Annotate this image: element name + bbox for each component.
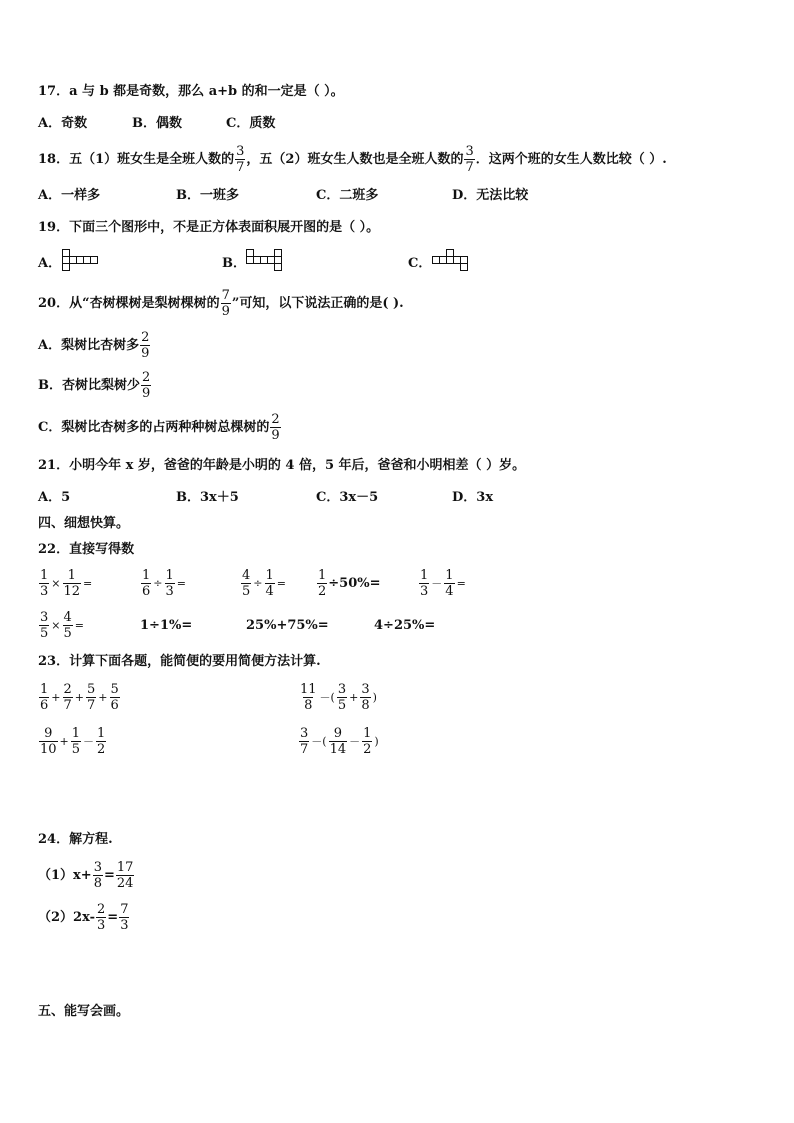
q18-option-c: C．二班多 <box>316 188 379 203</box>
q17-text: 17．a 与 b 都是奇数，那么 a+b 的和一定是（ ）。 <box>38 84 344 99</box>
q18-pre: 18．五（1）班女生是全班人数的 <box>38 152 235 167</box>
q18-post: ．这两个班的女生人数比较（ ）. <box>475 152 667 167</box>
q19-option-b: B． <box>222 256 246 271</box>
q21-option-d: D．3x <box>452 490 494 505</box>
q18-option-b: B．一班多 <box>176 188 239 203</box>
q23-expression-2: $\frac{9}{10}$ + $\frac{1}{5}$ － $\frac{1}{2}$ <box>40 726 106 757</box>
q20-text <box>38 286 404 322</box>
q23-title: 23．计算下面各题，能简便的要用简便方法计算. <box>38 654 321 669</box>
q20-option-a: A．梨树比杏树多 $\frac{2}{9}$ <box>38 330 150 361</box>
q23-expression-4: $\frac{3}{7}$ －( $\frac{9}{14}$ － $\frac{1}{2}$ ) <box>300 726 379 757</box>
fraction: $\frac{3}{7}$ <box>465 144 474 175</box>
q19-option-a: A． <box>38 256 62 271</box>
q18-mid: ，五（2）班女生人数也是全班人数的 <box>246 152 464 167</box>
q22-item-6: $\frac{3}{5}$ × $\frac{4}{5}$ = <box>40 610 84 641</box>
q22-item-7: 1÷1%= <box>140 618 193 633</box>
q22-item-8: 25%+75%= <box>246 618 329 633</box>
q22-item-9: 4÷25%= <box>374 618 436 633</box>
q22-item-2: $\frac{1}{6}$ ÷ $\frac{1}{3}$ = <box>142 568 186 599</box>
q24-equation-1: （1）x+ $\frac{3}{8}$ = $\frac{17}{24}$ <box>38 860 134 891</box>
q22-item-4: $\frac{1}{2}$ ÷50%= <box>318 568 381 599</box>
q21-option-c: C．3x－5 <box>316 490 379 505</box>
q24-equation-2: （2）2x- $\frac{2}{3}$ = $\frac{7}{3}$ <box>38 902 129 933</box>
q22-item-3: $\frac{4}{5}$ ÷ $\frac{1}{4}$ = <box>242 568 286 599</box>
q22-item-5: $\frac{1}{3}$ － $\frac{1}{4}$ = <box>420 568 466 599</box>
q19-option-c: C． <box>408 256 432 271</box>
q24-title: 24．解方程. <box>38 832 113 847</box>
q20-pre: 20．从“杏树棵树是梨树棵树的 <box>38 296 220 311</box>
q21-option-b: B．3x＋5 <box>176 490 239 505</box>
q23-expression-3: $\frac{11}{8}$ －( $\frac{3}{5}$ + $\frac{3}{8}$ ) <box>300 682 377 713</box>
q20-option-b: B．杏树比梨树少 $\frac{2}{9}$ <box>38 370 151 401</box>
q21-option-a: A．5 <box>38 490 71 505</box>
q20-post: ”可知，以下说法正确的是( ). <box>231 296 404 311</box>
section-4-heading: 四、细想快算。 <box>38 516 130 531</box>
q17-option-a: A．奇数 <box>38 116 88 131</box>
fraction: $\frac{2}{9}$ <box>271 412 280 443</box>
q18-option-d: D．无法比较 <box>452 188 529 203</box>
q18-option-a: A．一样多 <box>38 188 101 203</box>
q21-text: 21．小明今年 x 岁，爸爸的年龄是小明的 4 倍，5 年后，爸爸和小明相差（ ）岁。 <box>38 458 526 473</box>
q20-option-c: C．梨树比杏树多的占两种种树总棵树的 $\frac{2}{9}$ <box>38 412 280 443</box>
q22-item-1: $\frac{1}{3}$ × $\frac{1}{12}$ = <box>40 568 93 599</box>
section-5-heading: 五、能写会画。 <box>38 1004 130 1019</box>
q18-text <box>38 142 667 178</box>
q23-expression-1: $\frac{1}{6}$ + $\frac{2}{7}$ + $\frac{5}{7}$ + $\frac{5}{6}$ <box>40 682 119 713</box>
fraction: $\frac{7}{9}$ <box>221 288 230 319</box>
fraction: $\frac{2}{9}$ <box>142 370 151 401</box>
fraction: $\frac{2}{9}$ <box>141 330 150 361</box>
q17-option-b: B．偶数 <box>132 116 182 131</box>
q17-option-c: C．质数 <box>226 116 276 131</box>
q19-text: 19．下面三个图形中，不是正方体表面积展开图的是（ ）。 <box>38 220 380 235</box>
fraction: $\frac{3}{7}$ <box>236 144 245 175</box>
q22-title: 22．直接写得数 <box>38 542 135 557</box>
